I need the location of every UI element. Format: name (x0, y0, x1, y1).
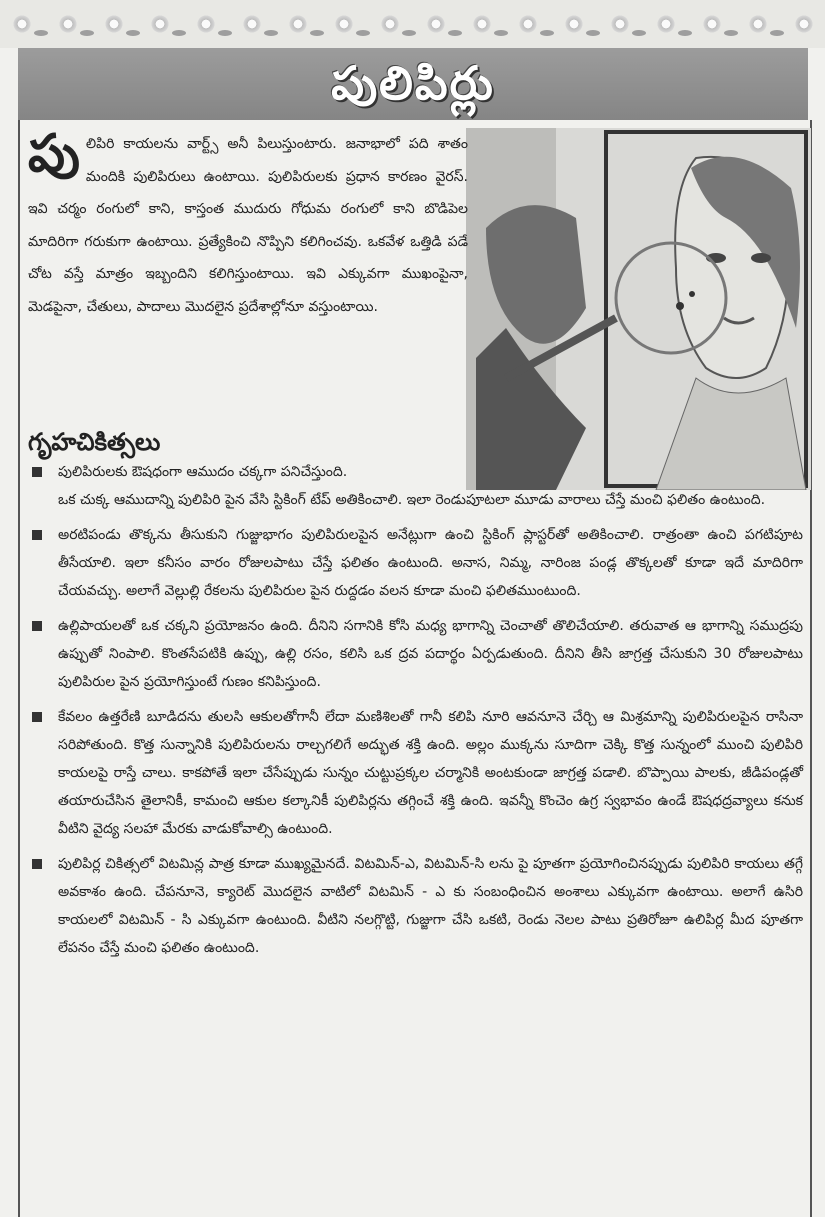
tip-lead-text: పులిపిరులకు ఔషధంగా ఆముదం చక్కగా పనిచేస్తుంది. (58, 464, 348, 480)
page-title: పులిపిర్లు (331, 56, 495, 110)
bullet-square (32, 621, 42, 631)
flower-ornament (334, 14, 354, 34)
bullet-square (32, 859, 42, 869)
drop-cap: పు (28, 124, 80, 184)
flower-ornament (794, 14, 814, 34)
tip-text: పులిపిర్ల చికిత్సలో విటమిన్ల పాత్ర కూడా ముఖ్యమైనదే. విటమిన్-ఎ, విటమిన్-సి లను పై పూతగా ప్రయోగించినప్పుడు పులిపిరి కాయలు తగ్గే అవకాశం ఉంది. చేపనూనె, క్యారెట్ మొదలైన వాటిలో విటమిన్ - ఎ కు సంబంధించిన అంశాలు ఎక్కువగా ఉంటాయి. అలాగే ఉసిరి కాయలలో విటమిన్ - సి ఎక్కువగా ఉంటుంది. వీటిని నలగ్గొట్టి, గుజ్జుగా చేసి ఒకటి, రెండు నెలల పాటు ప్రతిరోజూ ఉలిపిర్ల మీద పూతగా లేపనం చేస్తే మంచి ఫలితం ఉంటుంది. (58, 856, 803, 956)
tip-text: అరటిపండు తొక్కను తీసుకుని గుజ్జుభాగం పులిపిరులపైన అనేట్లుగా ఉంచి స్టికింగ్ ప్లాస్టర్‌తో అతికించాలి. రాత్రంతా ఉంచి పగటిపూట తీసేయాలి. ఇలా కనీసం వారం రోజులపాటు చేస్తే ఫలితం ఉంటుంది. అనాస, నిమ్మ, నారింజ పండ్ల తొక్కలతో కూడా ఇదే మాదిరిగా చేయవచ్చు. అలాగే వెల్లుల్లి రేకలను పులిపిరుల పైన రుద్దడం వలన కూడా మంచి ఫలితముంటుంది. (58, 527, 803, 599)
list-item (28, 458, 468, 486)
flower-ornament (288, 14, 308, 34)
tips-list (28, 458, 803, 962)
list-item (28, 521, 803, 605)
flower-ornament (196, 14, 216, 34)
tip-text: ఒక చుక్క ఆముదాన్ని పులిపిరి పైన వేసి స్టికింగ్ టేప్ అతికించాలి. ఇలా రెండుపూటలా మూడు వారాలు చేస్తే మంచి ఫలితం ఉంటుంది. (58, 492, 766, 508)
list-item (28, 612, 803, 696)
flower-ornament (702, 14, 722, 34)
leaf-ornament (264, 30, 278, 36)
list-item (28, 850, 803, 962)
leaf-ornament (448, 30, 462, 36)
flower-ornament (610, 14, 630, 34)
flower-ornament (472, 14, 492, 34)
leaf-ornament (402, 30, 416, 36)
leaf-ornament (540, 30, 554, 36)
bullet-square (32, 467, 42, 477)
flower-ornament (104, 14, 124, 34)
title-band (18, 48, 808, 120)
leaf-ornament (356, 30, 370, 36)
flower-ornament (748, 14, 768, 34)
flower-ornament (380, 14, 400, 34)
leaf-ornament (310, 30, 324, 36)
leaf-ornament (34, 30, 48, 36)
flower-ornament (426, 14, 446, 34)
bullet-square (32, 712, 42, 722)
flower-ornament (656, 14, 676, 34)
section-heading: గృహచికిత్సలు (28, 428, 161, 456)
tip-text: కేవలం ఉత్తరేణి బూడిదను తులసి ఆకులతోగానీ లేదా మణిశిలతో గానీ కలిపి నూరి ఆవనూనె చేర్చి ఆ మిశ్రమాన్ని పులిపిరులపైన రాసినా సరిపోతుంది. కొత్త సున్నానికి పులిపిరులను రాల్చగలిగే అద్భుత శక్తి ఉంది. అల్లం ముక్కను సూదిగా చెక్కి కొత్త సున్నంలో ముంచి పులిపిరి కాయలపై రాస్తే చాలు. కాకపోతే ఇలా చేసేప్పుడు సున్నం చుట్టుప్రక్కల చర్మానికి అంటకుండా జాగ్రత్త పడాలి. బొప్పాయి పాలకు, జీడిపండ్లతో తయారుచేసిన తైలానికీ, కామంచి ఆకుల కల్కానికీ పులిపిర్లను తగ్గించే శక్తి ఉంది. ఇవన్నీ కొంచెం ఉగ్ర స్వభావం ఉండే ఔషధద్రవ్యాలు కనుక వీటిని వైద్య సలహా మేరకు వాడుకోవాల్సి ఉంటుంది. (58, 709, 803, 837)
leaf-ornament (678, 30, 692, 36)
leaf-ornament (770, 30, 784, 36)
leaf-ornament (586, 30, 600, 36)
leaf-ornament (80, 30, 94, 36)
intro-text: లిపిరి కాయలను వార్ట్స్ అనీ పిలుస్తుంటారు. జనాభాలో పది శాతం మందికి పులిపిరులు ఉంటాయి. పులిపిరులకు ప్రధాన కారణం వైరస్. ఇవి చర్మం రంగులో కాని, కాస్తంత ముదురు గోధుమ రంగులో కాని బొడిపెల మాదిరిగా గరుకుగా ఉంటాయి. ప్రత్యేకించి నొప్పిని కలిగించవు. ఒకవేళ ఒత్తిడి పడే చోట వస్తే మాత్రం ఇబ్బందిని కలిగిస్తుంటాయి. ఇవి ఎక్కువగా ముఖంపైనా, మెడపైనా, చేతులు, పాదాలు మొదలైన ప్రదేశాల్లోనూ వస్తుంటాయి. (28, 136, 468, 315)
flower-ornament (242, 14, 262, 34)
flower-ornament (150, 14, 170, 34)
woman-with-magnifying-glass-illustration (466, 128, 811, 490)
tip-text: ఉల్లిపాయలతో ఒక చక్కని ప్రయోజనం ఉంది. దీనిని సగానికి కోసి మధ్య భాగాన్ని చెంచాతో తొలిచేయాలి. తరువాత ఆ భాగాన్ని సముద్రపు ఉప్పుతో నింపాలి. కొంతసేపటికి ఉప్పు, ఉల్లి రసం, కలిసి ఒక ద్రవ పదార్థం ఏర్పడుతుంది. దీనిని తీసి జాగ్రత్త చేసుకుని 30 రోజులపాటు పులిపిరుల పైన ప్రయోగిస్తుంటే గుణం కనిపిస్తుంది. (58, 618, 803, 690)
leaf-ornament (632, 30, 646, 36)
list-item (28, 703, 803, 843)
leaf-ornament (494, 30, 508, 36)
flower-ornament (564, 14, 584, 34)
floral-border (0, 0, 825, 48)
flower-ornament (518, 14, 538, 34)
flower-ornament (12, 14, 32, 34)
leaf-ornament (172, 30, 186, 36)
leaf-ornament (724, 30, 738, 36)
flower-ornament (58, 14, 78, 34)
list-item-continuation (28, 486, 803, 514)
intro-paragraph (28, 124, 468, 323)
leaf-ornament (218, 30, 232, 36)
bullet-square (32, 530, 42, 540)
leaf-ornament (126, 30, 140, 36)
